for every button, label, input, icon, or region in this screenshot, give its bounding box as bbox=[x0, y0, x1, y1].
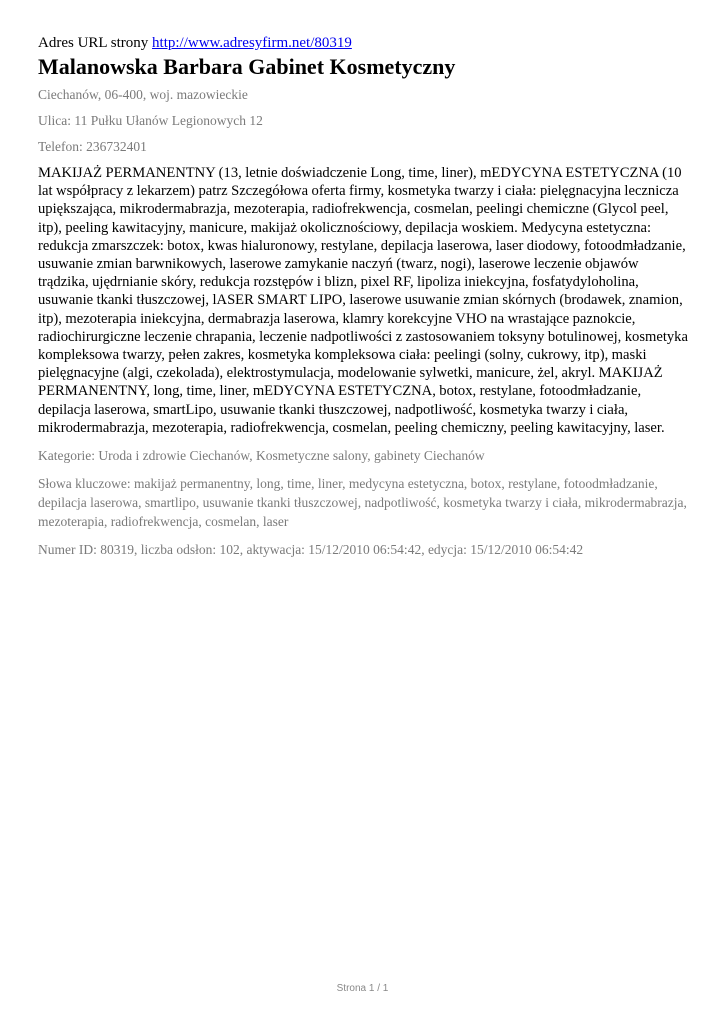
url-line bbox=[38, 34, 688, 53]
company-street: Ulica: 11 Pułku Ułanów Legionowych 12 bbox=[38, 113, 263, 128]
keywords: Słowa kluczowe: makijaż permanentny, long, time, liner, medycyna estetyczna, botox, restylane, fotoodmładzanie, depilacja laserowa, smartlipo, usuwanie tkanki tłuszczowej, nadpotliwość, kosmetyka twarzy i ciała, mikrodermabrazja, mezoterapia, radiofrekwencja, cosmelan, laser bbox=[38, 476, 687, 530]
company-location: Ciechanów, 06-400, woj. mazowieckie bbox=[38, 87, 248, 102]
page-url-link[interactable]: http://www.adresyfirm.net/80319 bbox=[152, 35, 352, 51]
categories: Kategorie: Uroda i zdrowie Ciechanów, Kosmetyczne salony, gabinety Ciechanów bbox=[38, 448, 485, 464]
page-content bbox=[38, 34, 688, 568]
company-description: MAKIJAŻ PERMANENTNY (13, letnie doświadczenie Long, time, liner), mEDYCYNA ESTETYCZNA (10 lat współpracy z lekarzem) patrz Szczegółowa oferta firmy, kosmetyka twarzy i ciała: pielęgnacyjna lecznicza upiększająca, mikrodermabrazja, mezoterapia, radiofrekwencja, cosmelan, peelingi chemiczne (Glycol peel, itp), peeling kawitacyjny, manicure, makijaż okolicznościowy, depilacja woskiem. Medycyna estetyczna: redukcja zmarszczek: botox, kwas hialuronowy, restylane, depilacja laserowa, laser diodowy, fotoodmładzanie, usuwanie zmian barwnikowych, laserowe zamykanie naczyń (twarz, nogi), laserowe leczenie objawów trądzika, ujędrnianie skóry, redukcja rozstępów i blizn, pixel RF, lipoliza iniekcyjna, fosfatydyloholina, usuwanie tkanki tłuszczowej, lASER SMART LIPO, laserowe usuwanie zmian skórnych (brodawek, znamion, itp), mezoterapia iniekcyjna, dermabrazja laserowa, klamry korekcyjne VHO na wrastające paznokcie, radiochirurgiczne leczenie chrapania, leczenie nadpotliwości z zastosowaniem toksyny botulinowej, kosmetyka kompleksowa twarzy, pełen zakres, kosmetyka kompleksowa ciała: peelingi (solny, cukrowy, itp), maski pielęgnacyjne (algi, czekolada), elektrostymulacja, modelowanie sylwetki, manicure, żel, akryl. MAKIJAŻ PERMANENTNY, long, time, liner, mEDYCYNA ESTETYCZNA, botox, restylane, fotoodmładzanie, depilacja laserowa, smartLipo, usuwanie tkanki tłuszczowej, nadpotliwość, kosmetyka twarzy i ciała, mikrodermabrazja, mezoterapia, radiofrekwencja, cosmelan, peeling chemiczny, peeling kawitacyjny, laser. bbox=[38, 165, 688, 436]
company-phone: Telefon: 236732401 bbox=[38, 139, 147, 154]
record-info: Numer ID: 80319, liczba odsłon: 102, aktywacja: 15/12/2010 06:54:42, edycja: 15/12/2010 06:54:42 bbox=[38, 542, 584, 558]
company-name: Malanowska Barbara Gabinet Kosmetyczny bbox=[38, 54, 456, 79]
page-number: Strona 1 / 1 bbox=[336, 983, 389, 994]
url-label: Adres URL strony bbox=[38, 35, 149, 51]
